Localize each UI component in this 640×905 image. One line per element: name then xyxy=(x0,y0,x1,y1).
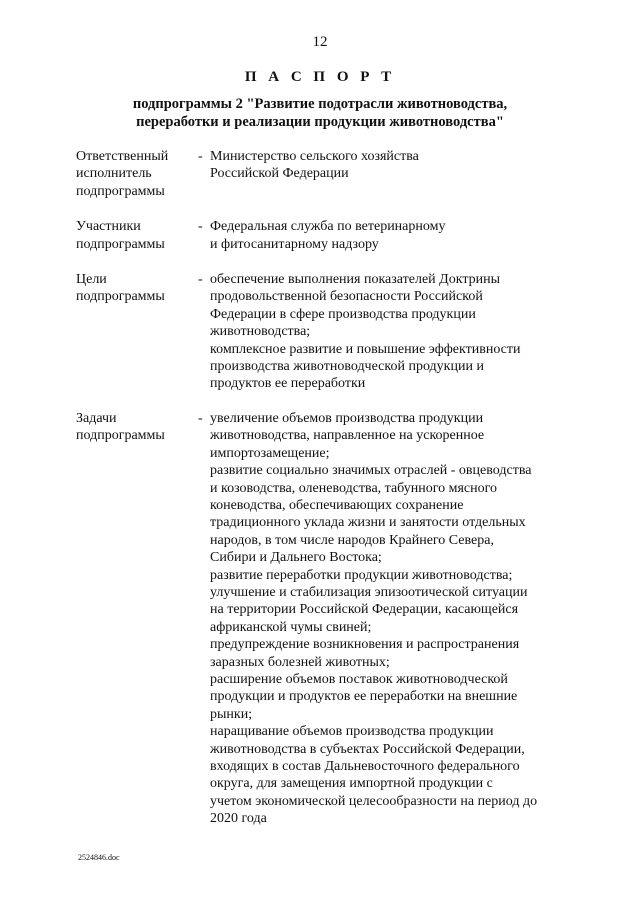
passport-row-responsible xyxy=(76,148,576,200)
passport-row-participants xyxy=(76,218,576,253)
value-line: на территории Российской Федерации, касающейся xyxy=(210,602,519,618)
row-dash: - xyxy=(198,149,203,164)
value-line: предупреждение возникновения и распространения xyxy=(210,637,520,653)
value-line: продуктов ее переработки xyxy=(210,376,366,392)
document-subtitle xyxy=(60,95,580,131)
value-line: Федеральная служба по ветеринарному xyxy=(210,219,446,235)
document-title: П А С П О Р Т xyxy=(244,69,396,85)
label-line: подпрограммы xyxy=(76,183,165,199)
row-dash: - xyxy=(198,272,203,288)
row-label xyxy=(76,218,198,253)
value-line: улучшение и стабилизация эпизоотической ситуации xyxy=(210,584,528,600)
value-line: животноводства, направленное на ускоренное xyxy=(210,428,485,444)
value-line: производства животноводческой продукции и xyxy=(210,359,484,375)
value-line: Министерство сельского хозяйства xyxy=(210,149,419,164)
value-line: округа, для замещения импортной продукции с xyxy=(210,776,493,792)
label-line: Участники xyxy=(76,219,141,235)
row-value xyxy=(210,218,576,253)
subtitle-line: переработки и реализации продукции животноводства" xyxy=(136,114,504,130)
passport-row-goals xyxy=(76,271,576,393)
label-line: Цели xyxy=(76,272,107,288)
value-line: Федерации в сфере производства продукции xyxy=(210,306,476,322)
value-line: наращивание объемов производства продукции xyxy=(210,724,494,740)
value-line: развитие социально значимых отраслей - овцеводства xyxy=(210,463,532,479)
value-line: входящих в состав Дальневосточного федерального xyxy=(210,759,520,774)
value-line: заразных болезней животных; xyxy=(210,654,390,670)
subtitle-line: подпрограммы 2 "Развитие подотрасли животноводства, xyxy=(132,96,508,112)
row-label xyxy=(76,148,198,200)
value-line: африканской чумы свиней; xyxy=(210,619,372,635)
value-line: комплексное развитие и повышение эффективности xyxy=(210,341,521,357)
value-line: увеличение объемов производства продукции xyxy=(210,410,484,426)
value-line: учетом экономической целесообразности на период до xyxy=(210,793,538,809)
file-name-footer: 2524846.doc xyxy=(78,853,120,862)
value-line: традиционного уклада жизни и занятости отдельных xyxy=(210,515,526,531)
passport-row-tasks xyxy=(76,410,576,828)
value-line: и фитосанитарному надзору xyxy=(210,236,379,252)
label-line: подпрограммы xyxy=(76,289,165,305)
value-line: рынки; xyxy=(210,706,253,722)
passport-table xyxy=(76,148,576,828)
label-line: подпрограммы xyxy=(76,428,165,444)
value-line: развитие переработки продукции животноводства; xyxy=(210,567,513,583)
label-line: исполнитель xyxy=(76,166,152,182)
value-line: животноводства; xyxy=(210,324,311,340)
row-dash: - xyxy=(198,219,203,235)
row-dash: - xyxy=(198,410,203,426)
value-line: 2020 года xyxy=(210,811,267,827)
value-line: продукции и продуктов ее переработки на внешние xyxy=(210,689,518,705)
value-line: и козоводства, оленеводства, табунного мясного xyxy=(210,480,498,496)
label-line: Ответственный xyxy=(76,149,169,164)
row-value xyxy=(210,410,576,828)
page-number: 12 xyxy=(312,34,328,50)
value-line: Сибири и Дальнего Востока; xyxy=(210,550,382,566)
value-line: обеспечение выполнения показателей Доктрины xyxy=(210,272,501,288)
row-value xyxy=(210,271,576,393)
label-line: Задачи xyxy=(76,410,117,426)
value-line: импортозамещение; xyxy=(210,445,330,461)
label-line: подпрограммы xyxy=(76,236,165,252)
row-value xyxy=(210,148,576,200)
row-label xyxy=(76,271,198,393)
value-line: народов, в том числе народов Крайнего Севера, xyxy=(210,532,494,548)
value-line: коневодства, обеспечивающих сохранение xyxy=(210,497,464,513)
value-line: расширение объемов поставок животноводческой xyxy=(210,671,508,687)
value-line: Российской Федерации xyxy=(210,166,349,182)
value-line: животноводства в субъектах Российской Федерации, xyxy=(210,741,525,757)
row-label xyxy=(76,410,198,828)
value-line: продовольственной безопасности Российской xyxy=(210,289,483,305)
